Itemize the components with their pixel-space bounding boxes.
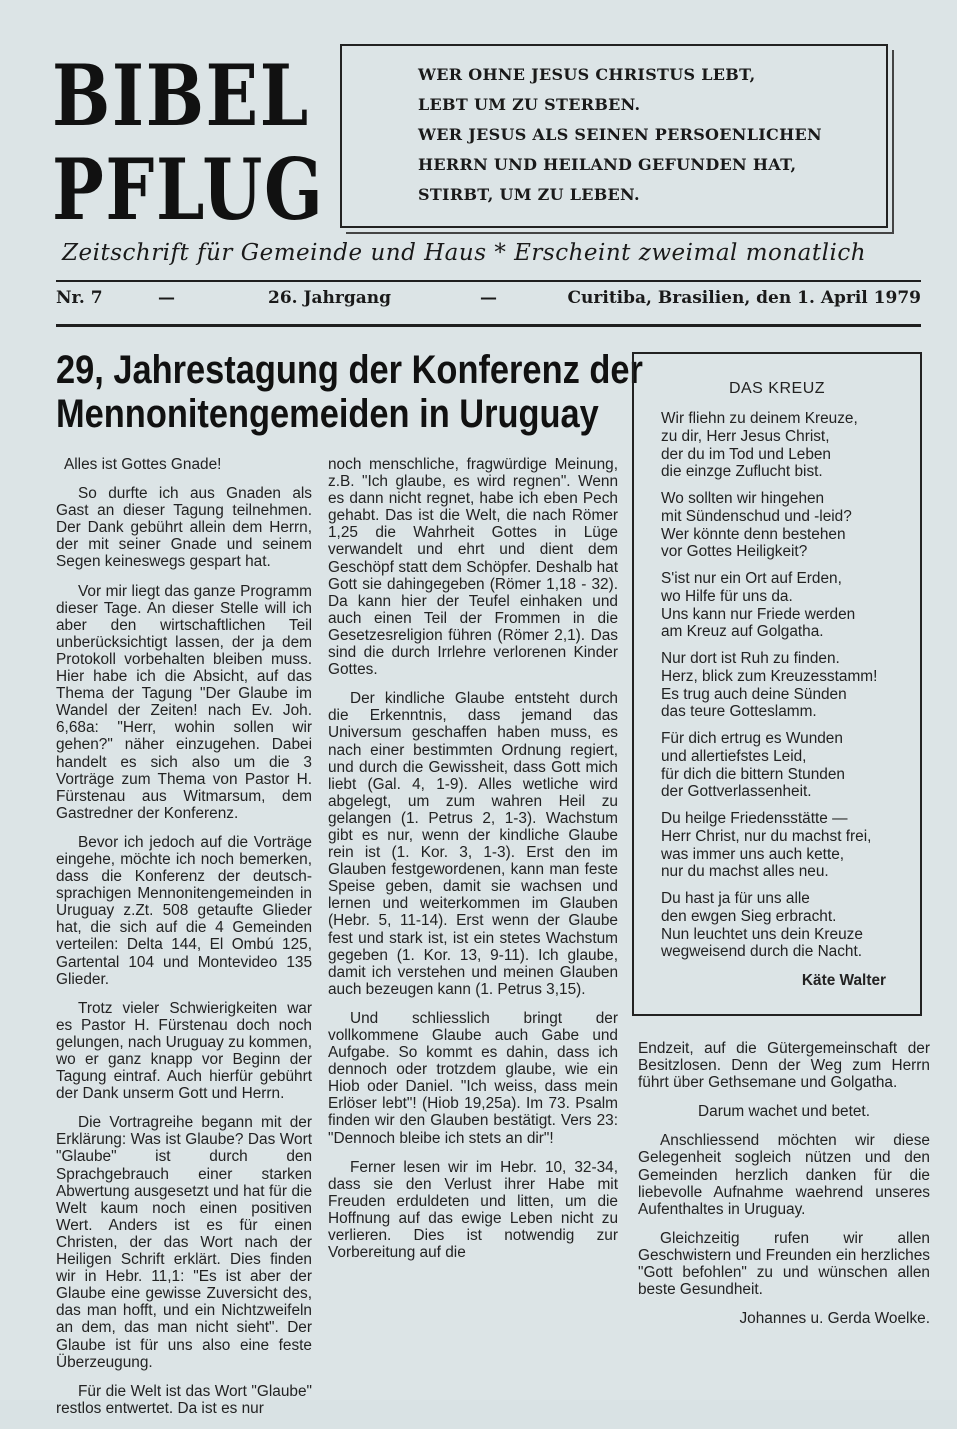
top-rule — [56, 280, 921, 282]
motto-line: WER OHNE JESUS CHRISTUS LEBT, — [418, 65, 756, 84]
paragraph: Die Vortragreihe begann mit der Erklärung: Was ist Glaube? Das Wort "Glaube" ist durch den Sprachgebrauch einer starken Abwertung ausgesetzt und hat für die Welt kaum noch einen positiven Wert. Anders ist es für einen Christen, der das Wort nach der Heiligen Schrift erklärt. Dies finden wir in Hebr. 11,1: "Es ist aber der Glaube eine gewisse Zuversicht des, das man hofft, und ein Nichtzweifeln an dem, das man nicht sieht". Der Glaube ist für uns also eine feste Überzeugung. — [56, 1114, 312, 1371]
bibel-pflug-logo — [52, 46, 325, 240]
poem-line: Wer könnte denn bestehen — [661, 525, 846, 543]
poem-stanza — [661, 490, 919, 561]
poem-line: die einzge Zuflucht bist. — [661, 463, 823, 481]
poem-title: DAS KREUZ — [728, 380, 826, 397]
poem-line: was immer uns auch kette, — [661, 845, 845, 863]
poem-line: Herr Christ, nur du machst frei, — [661, 827, 872, 845]
poem-box — [632, 352, 922, 1016]
paragraph: Ferner lesen wir im Hebr. 10, 32-34, dass sie den Verlust ihrer Habe mit Freuden erduldeten und litten, um die Hoffnung auf das ewige Leben nicht zu verlieren. Dies ist notwendig zur Vorbereitung auf die — [328, 1158, 618, 1262]
issue-dash: — — [158, 288, 175, 308]
paragraph: Und schliesslich bringt der vollkommene Glaube auch Gabe und Aufgabe. So kommt es dahin, dass ich dennoch oder trotzdem glaube, wie ein Hiob oder Daniel. "Ich weiss, dass mein Erlöser lebt"! (Hiob 19,25a). Im 73. Psalm finden wir den Glauben bestätigt. Vers 23: "Dennoch bleibe ich stets an dir"! — [328, 1009, 618, 1147]
masthead-subtitle: Zeitschrift für Gemeinde und Haus * Erscheint zweimal monatlich — [62, 240, 867, 266]
issue-line — [56, 288, 921, 314]
poem-line: vor Gottes Heiligkeit? — [661, 543, 808, 561]
paragraph: Anschliessend möchten wir diese Gelegenheit sogleich nützen und den Gemeinden herzlich danken für die liebevolle Aufnahme waehrend unseres Aufenthaltes in Uruguay. — [638, 1132, 930, 1218]
article-column-3 — [638, 1040, 930, 1339]
poem-line: Wo sollten wir hingehen — [661, 490, 825, 507]
poem-line: Nun leuchtet uns dein Kreuze — [661, 925, 863, 943]
article-column-1 — [56, 456, 312, 1429]
motto-line: LEBT UM ZU STERBEN. — [418, 95, 641, 114]
poem-line: wegweisend durch die Nacht. — [661, 943, 863, 961]
issue-number: Nr. 7 — [56, 288, 103, 308]
paragraph: Für die Welt ist das Wort "Glaube" restlos entwertet. Da ist es nur — [56, 1382, 312, 1417]
issue-place-date: Curitiba, Brasilien, den 1. April 1979 — [567, 288, 921, 308]
poem-line: S'ist nur ein Ort auf Erden, — [661, 570, 842, 587]
paragraph: So durfte ich aus Gnaden als Gast an dieser Tagung teilnehmen. Der Dank gebührt allein dem Herrn, der mit seiner Gnade und seinem Segen keineswegs gespart hat. — [56, 485, 312, 571]
poem-line: am Kreuz auf Golgatha. — [661, 623, 824, 641]
paragraph: noch menschliche, fragwürdige Meinung, z.B. "Ich glaube, es wird regnen". Wenn es dann nicht regnet, habe ich eben Pech gehabt. Das ist die Welt, die nach Römer 1,25 die Wahrheit Gottes in Lüge verwandelt und ehrt und dient dem Geschöpf statt dem Schöpfer. Deshalb hat Gott sie dahingegeben (Römer 1,18 - 32). Da kann hier der Teufel einhaken und auch einen Teil der Frommen in die Gesetzesreligion führen (Römer 2,1). Das sind die durch Irrlehre verlorenen Kinder Gottes. — [328, 456, 618, 679]
poem-line: Wir fliehn zu deinem Kreuze, — [661, 410, 858, 427]
issue-rule — [56, 324, 921, 327]
poem-line: mit Sündenschud und -leid? — [661, 507, 852, 525]
paragraph: Darum wachet und betet. — [698, 1103, 870, 1121]
paragraph: Alles ist Gottes Gnade! — [64, 456, 222, 473]
issue-dash: — — [480, 288, 497, 308]
motto-box — [340, 44, 888, 228]
poem-stanza — [661, 810, 919, 881]
poem-line: Es trug auch deine Sünden — [661, 685, 847, 703]
article-column-2 — [328, 456, 618, 1273]
poem-author: Käte Walter — [801, 972, 886, 989]
paragraph: Trotz vieler Schwierigkeiten war es Pastor H. Fürstenau doch noch gelungen, nach Uruguay zu kommen, wo er ganz knapp vor Beginn der Tagung eintraf. Auch hierfür gebührt der Dank unserm Gott und Herrn. — [56, 999, 312, 1103]
poem-line: wo Hilfe für uns da. — [661, 587, 793, 605]
motto-line: WER JESUS ALS SEINEN PERSOENLICHEN — [418, 125, 822, 144]
poem-line: das teure Gotteslamm. — [661, 703, 817, 721]
poem-line: Für dich ertrug es Wunden — [661, 730, 843, 747]
motto-line: HERRN UND HEILAND GEFUNDEN HAT, — [418, 155, 797, 174]
poem-line: der Gottverlassenheit. — [661, 783, 812, 801]
article-signature: Johannes u. Gerda Woelke. — [739, 1310, 930, 1328]
poem-line: Herz, blick zum Kreuzesstamm! — [661, 667, 878, 685]
paragraph: Der kindliche Glaube entsteht durch die Erkenntnis, dass jemand das Universum geschaffen haben muss, es nach einer bestimmten Ordnung regiert, und durch die Gewissheit, dass Gott mich liebt (Gal. 4, 1-9). Alles wetliche wird abgelegt, um zum wahren Heil zu gelangen (1. Petrus 2, 1-3). Wachstum gibt es nur, wenn der kindliche Glaube rein ist (1. Kor. 3, 1-3). Erst den im Glauben festgewordenen, kann man feste Speise geben, damit sie wachsen und lernen und weiterkommen im Glauben (Hebr. 5, 11-14). Erst wenn der Glaube fest und stark ist, ist ein stetes Wachstum gegeben (1. Kor. 13, 9-11). Ich glaube, damit ich verstehen und meinen Glauben auch bezeugen kann (1. Petrus 3,15). — [328, 690, 618, 998]
article-headline — [56, 348, 643, 436]
poem-stanza — [661, 890, 919, 961]
poem-line: den ewgen Sieg erbracht. — [661, 907, 837, 925]
poem-line: Uns kann nur Friede werden — [661, 605, 856, 623]
poem-line: und allertiefstes Leid, — [661, 747, 807, 765]
poem-line: Du hast ja für uns alle — [661, 890, 810, 907]
poem-line: der du im Tod und Leben — [661, 445, 831, 463]
poem-stanza — [661, 650, 919, 721]
issue-volume: 26. Jahrgang — [268, 288, 392, 308]
headline-line: 29, Jahrestagung der Konferenz der — [56, 348, 643, 392]
paragraph: Bevor ich jedoch auf die Vorträge eingehe, möchte ich noch bemerken, dass die Konferenz der deutsch-sprachigen Mennonitengemeinden in Uruguay z.Zt. 508 getaufte Glieder hat, die sich auf die 4 Gemeinden verteilen: Delta 144, El Ombú 125, Gartental 104 und Montevideo 135 Glieder. — [56, 833, 312, 988]
logo-line-1: BIBEL — [52, 46, 310, 145]
poem-stanza — [661, 570, 919, 641]
poem-stanza — [661, 410, 919, 481]
poem-stanza — [661, 730, 919, 801]
logo-line-2: PFLUG — [52, 140, 325, 239]
poem-line: nur du machst alles neu. — [661, 863, 829, 881]
poem-line: Du heilge Friedensstätte — — [661, 810, 848, 827]
paragraph: Gleichzeitig rufen wir allen Geschwistern und Freunden ein herzliches "Gott befohlen" zu und wünschen allen beste Gesundheit. — [638, 1229, 930, 1299]
poem-line: Nur dort ist Ruh zu finden. — [661, 650, 840, 667]
paragraph: Endzeit, auf die Gütergemeinschaft der Besitzlosen. Denn der Weg zum Herrn führt über Gethsemane und Golgatha. — [638, 1040, 930, 1092]
motto-line: STIRBT, UM ZU LEBEN. — [418, 185, 640, 204]
headline-line: Mennonitengemeiden in Uruguay — [56, 392, 599, 436]
poem-line: zu dir, Herr Jesus Christ, — [661, 427, 830, 445]
poem-line: für dich die bittern Stunden — [661, 765, 845, 783]
paragraph: Vor mir liegt das ganze Programm dieser Tage. An dieser Stelle will ich aber den wirtschaftlichen Teil unberücksichtigt lassen, der ja dem Protokoll vorbehalten bleiben muss. Hier habe ich die Absicht, auf das Thema der Tagung "Der Glaube im Wandel der Zeiten! nach Ev. Joh. 6,68a: "Herr, wohin sollen wir gehen?" näher einzugehen. Dabei handelt es sich also um die 3 Vorträge zum Thema von Pastor H. Fürstenau aus Witmarsum, dem Gastredner der Konferenz. — [56, 582, 312, 822]
